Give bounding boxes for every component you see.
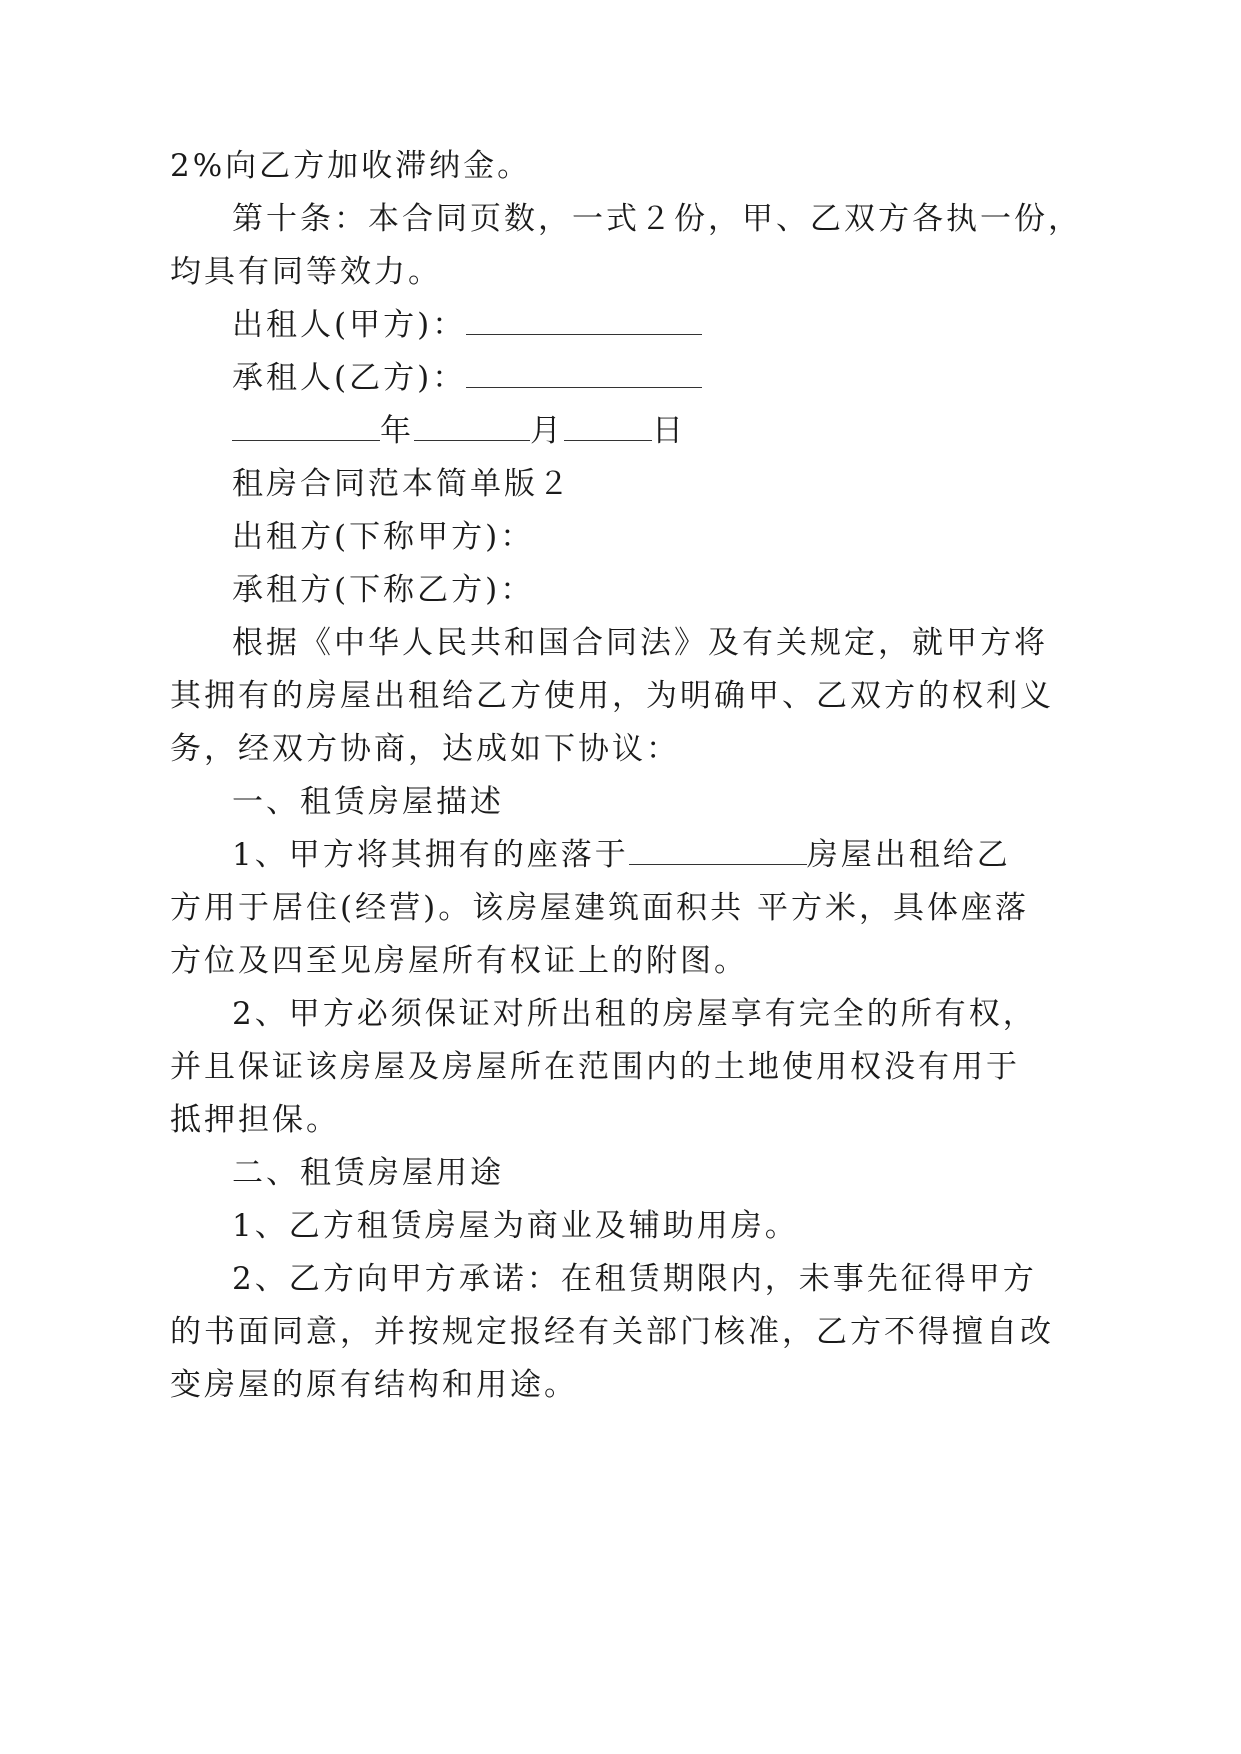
- signature-line-lessor: [232, 305, 702, 345]
- paragraph-line: 务，经双方协商，达成如下协议：: [170, 731, 680, 767]
- paragraph-line: 其拥有的房屋出租给乙方使用，为明确甲、乙双方的权利义: [170, 678, 1054, 714]
- section-heading: 二、租赁房屋用途: [232, 1155, 504, 1191]
- clause-text: 房屋出租给乙: [806, 837, 1011, 873]
- paragraph-line: 变房屋的原有结构和用途。: [170, 1367, 578, 1403]
- paragraph-line: 1、乙方租赁房屋为商业及辅助用房。: [232, 1208, 799, 1244]
- section-title: 租房合同范本简单版２: [232, 466, 572, 502]
- paragraph-line: 抵押担保。: [170, 1102, 340, 1138]
- paragraph-line: 并且保证该房屋及房屋所在范围内的土地使用权没有用于: [170, 1049, 1020, 1085]
- month-blank[interactable]: [414, 414, 530, 441]
- month-label: 月: [530, 413, 564, 449]
- lessor-blank[interactable]: [466, 308, 702, 335]
- clause-text: 1、甲方将其拥有的座落于: [232, 837, 629, 873]
- paragraph-line: 方位及四至见房屋所有权证上的附图。: [170, 943, 748, 979]
- paragraph-line: 2、甲方必须保证对所出租的房屋享有完全的所有权，: [232, 996, 1037, 1032]
- address-blank[interactable]: [629, 838, 807, 865]
- paragraph-line: 方用于居住(经营)。该房屋建筑面积共 平方米，具体座落: [170, 890, 1030, 926]
- year-blank[interactable]: [232, 414, 380, 441]
- paragraph-line: 承租方(下称乙方)：: [232, 572, 535, 608]
- lessee-blank[interactable]: [466, 361, 702, 388]
- paragraph-line: 第十条：本合同页数，一式２份，甲、乙双方各执一份，: [232, 201, 1082, 237]
- lessee-label: 承租人(乙方)：: [232, 360, 467, 396]
- date-line: [232, 411, 686, 451]
- paragraph-line: 根据《中华人民共和国合同法》及有关规定，就甲方将: [232, 625, 1048, 661]
- paragraph-line: 出租方(下称甲方)：: [232, 519, 535, 555]
- year-label: 年: [380, 413, 414, 449]
- day-label: 日: [652, 413, 686, 449]
- paragraph-line: 2、乙方向甲方承诺：在租赁期限内，未事先征得甲方: [232, 1261, 1037, 1297]
- paragraph-line: 2%向乙方加收滞纳金。: [170, 148, 532, 184]
- paragraph-line: 的书面同意，并按规定报经有关部门核准，乙方不得擅自改: [170, 1314, 1054, 1350]
- section-heading: 一、租赁房屋描述: [232, 784, 504, 820]
- day-blank[interactable]: [564, 414, 652, 441]
- paragraph-line: 均具有同等效力。: [170, 254, 442, 290]
- signature-line-lessee: [232, 358, 702, 398]
- lessor-label: 出租人(甲方)：: [232, 307, 467, 343]
- paragraph-line: [232, 835, 1011, 875]
